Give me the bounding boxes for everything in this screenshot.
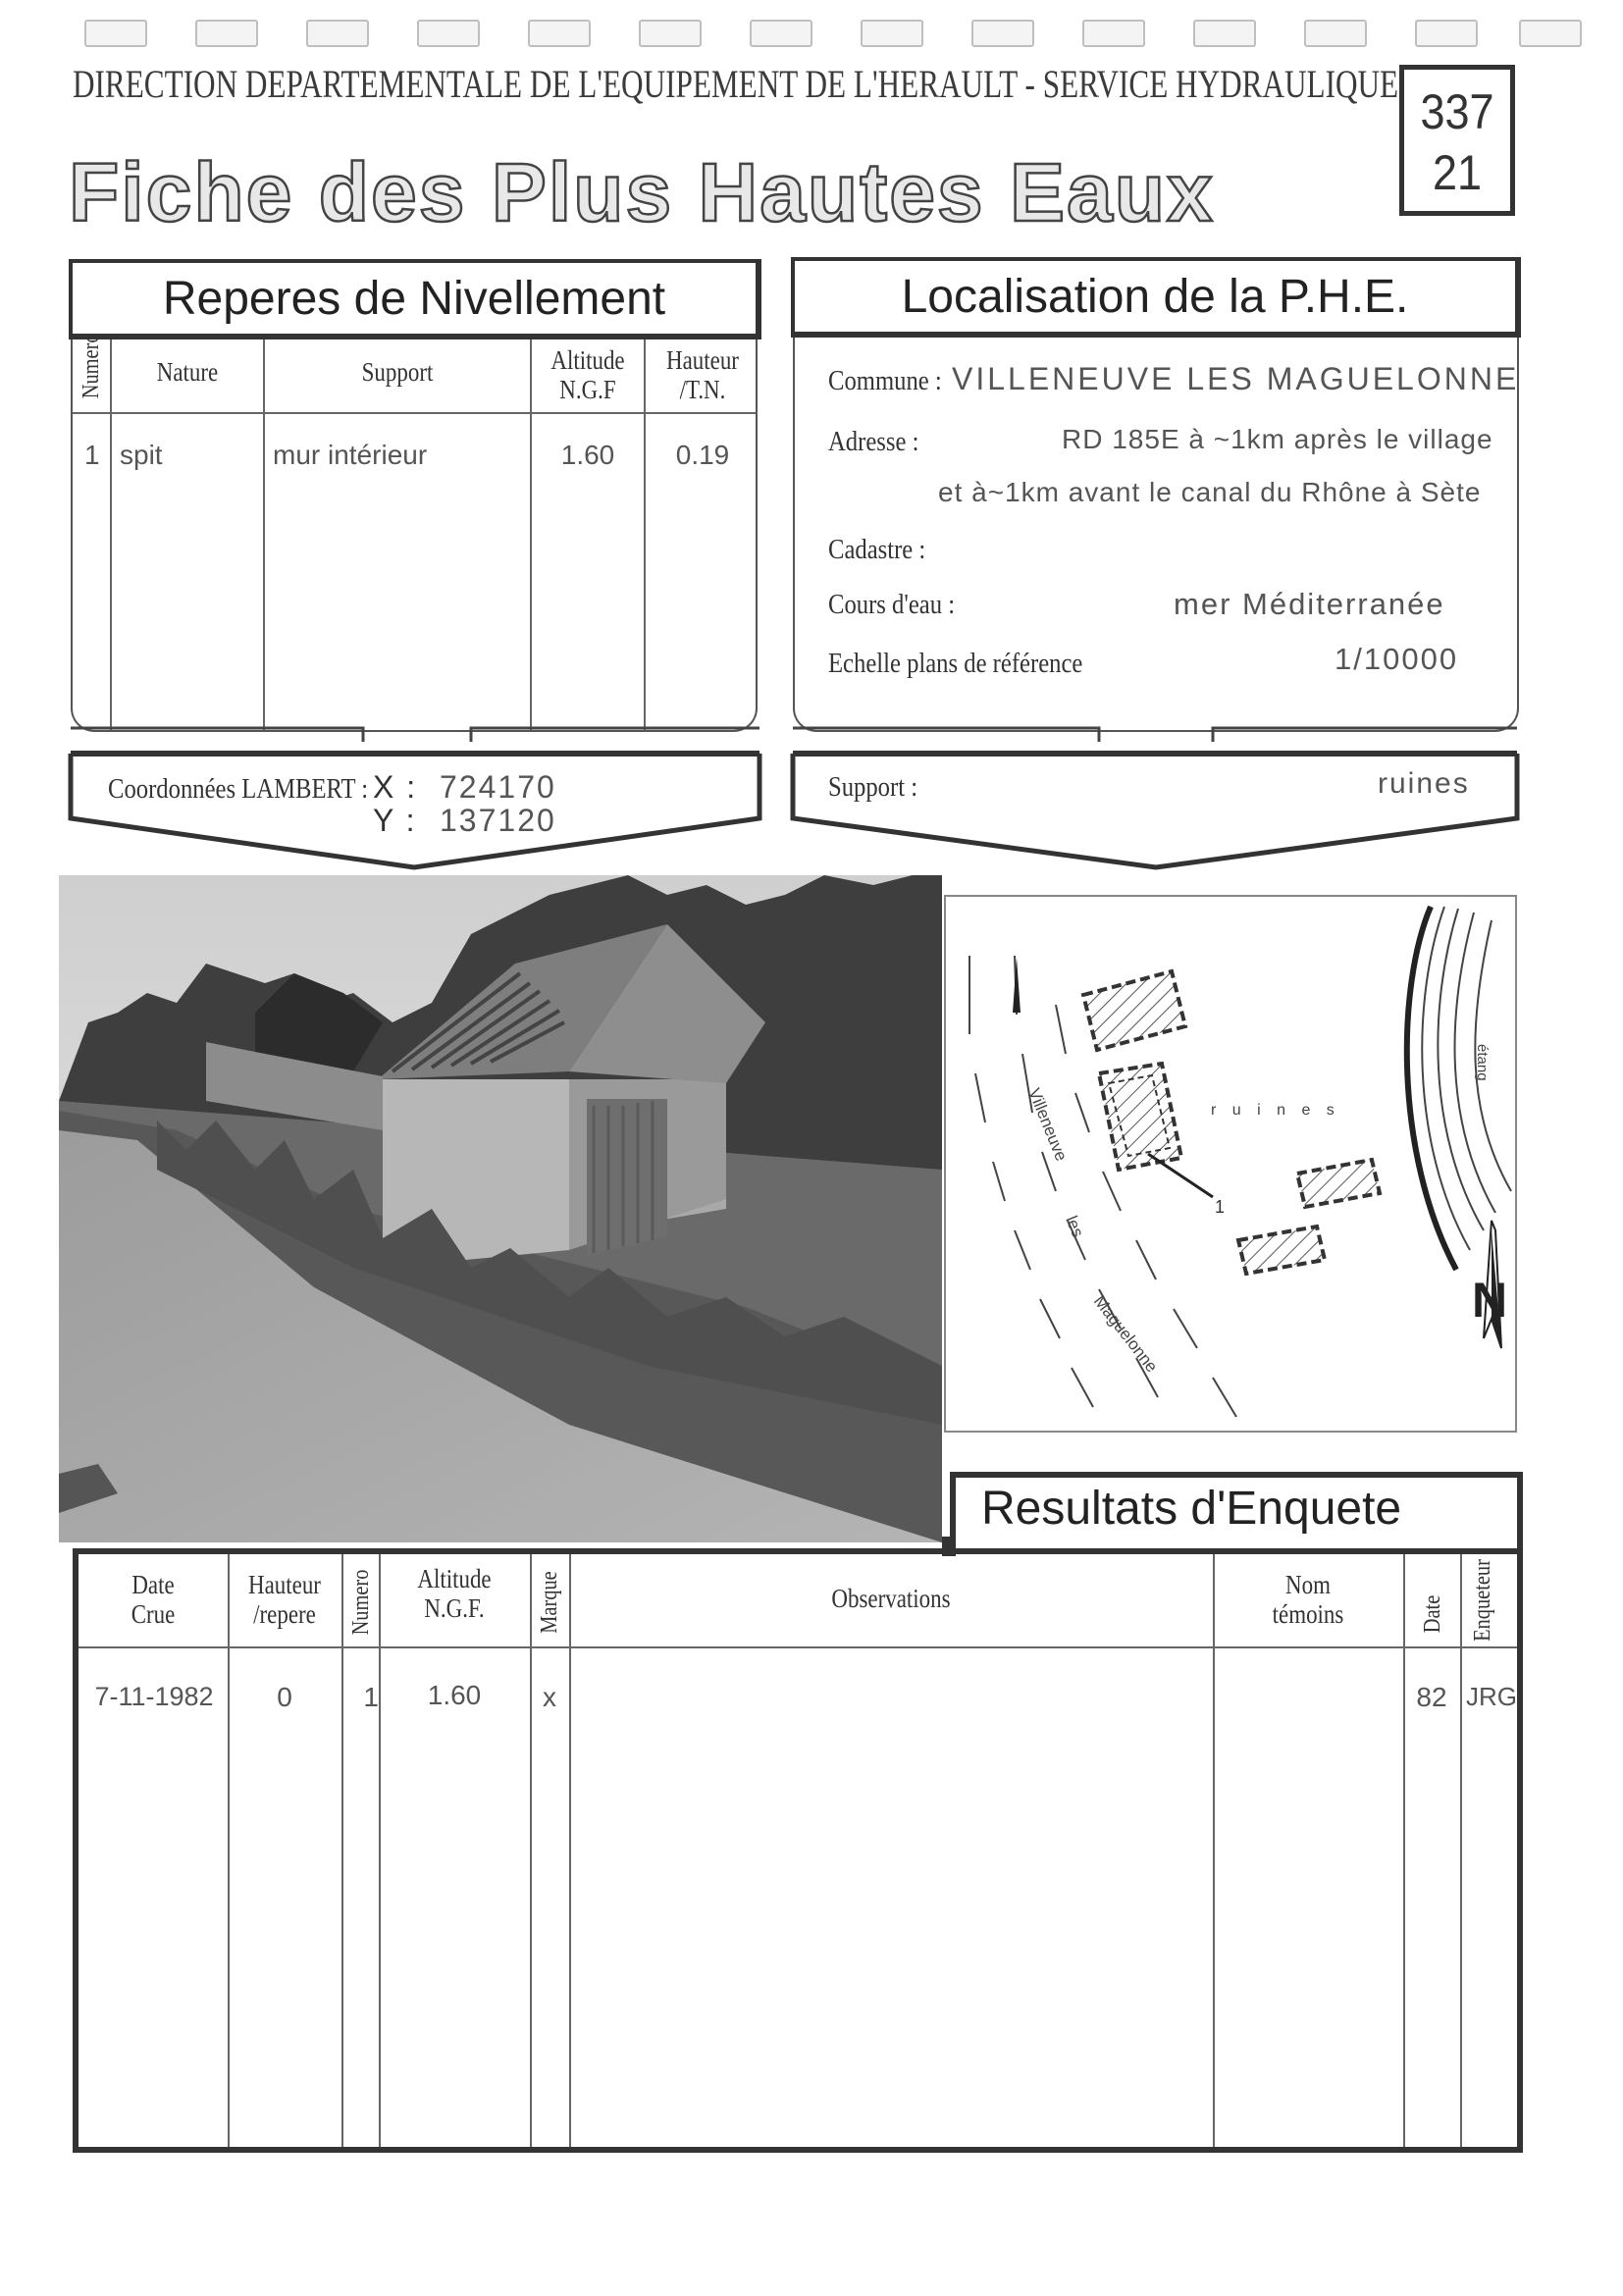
- column-divider: [1403, 1554, 1405, 2147]
- photo-ruined-hut: [59, 875, 942, 1542]
- col-header-date-enquete: Date: [1420, 1594, 1445, 1634]
- col-header-numero: Numero: [79, 333, 104, 399]
- binding-holes: [84, 20, 1586, 45]
- col-header-hauteur-l2: /repere: [253, 1599, 316, 1629]
- table-cell-altitude: 1.60: [560, 440, 615, 470]
- col-header-date-l2: Crue: [131, 1599, 176, 1629]
- north-arrow-icon: N: [1472, 1273, 1508, 1328]
- support-label: Support :: [828, 771, 918, 803]
- binding-hole: [1082, 20, 1145, 47]
- col-header-support: Support: [361, 357, 434, 387]
- table-cell-date-enquete: 82: [1416, 1682, 1447, 1712]
- lambert-x-value: 724170: [440, 769, 556, 805]
- adresse-line-1: RD 185E à ~1km après le village: [1062, 424, 1493, 454]
- column-divider: [644, 339, 646, 730]
- lambert-x-label: X :: [373, 769, 418, 805]
- table-cell-nature: spit: [120, 440, 163, 470]
- col-header-hauteur-l1: Hauteur: [248, 1570, 321, 1599]
- column-divider: [1460, 1554, 1462, 2147]
- department-heading: DIRECTION DEPARTEMENTALE DE L'EQUIPEMENT DE L'HERAULT - SERVICE HYDRAULIQUE: [73, 62, 1399, 106]
- site-photo: [59, 875, 942, 1542]
- resultats-table: [73, 1548, 1523, 2153]
- col-header-nom-temoins: [1228, 1570, 1389, 1629]
- binding-hole: [84, 20, 147, 47]
- col-header-altitude-l2: N.G.F: [559, 375, 616, 404]
- col-header-date-l1: Date: [131, 1570, 175, 1599]
- commune-label: Commune :: [828, 365, 942, 396]
- table-cell-numero: 1: [363, 1682, 379, 1712]
- header-divider: [79, 1646, 1517, 1648]
- binding-hole: [195, 20, 258, 47]
- sheet-number-top: 337: [1420, 84, 1494, 139]
- column-divider: [530, 1554, 532, 2147]
- col-header-altitude: [391, 1564, 519, 1623]
- resultats-section-title: Resultats d'Enquete: [981, 1483, 1402, 1535]
- location-map: [944, 895, 1517, 1433]
- col-header-marque: Marque: [537, 1571, 562, 1634]
- echelle-value: 1/10000: [1335, 642, 1459, 676]
- table-cell-hauteur: 0.19: [675, 440, 730, 470]
- sheet-number-bottom: 21: [1432, 145, 1483, 200]
- lambert-label: Coordonnées LAMBERT :: [108, 773, 369, 805]
- col-header-observations: Observations: [831, 1584, 951, 1613]
- table-cell-hauteur: 0: [277, 1682, 292, 1712]
- binding-hole: [1304, 20, 1367, 47]
- column-divider: [379, 1554, 381, 2147]
- binding-hole: [1415, 20, 1478, 47]
- lambert-y-label: Y :: [373, 803, 417, 838]
- column-divider: [263, 339, 265, 730]
- col-header-altitude: [541, 345, 636, 404]
- column-divider: [1213, 1554, 1215, 2147]
- col-header-hauteur-l1: Hauteur: [666, 345, 739, 375]
- col-header-nom-l2: témoins: [1272, 1599, 1344, 1629]
- table-cell-numero: 1: [84, 440, 100, 470]
- table-cell-marque: x: [543, 1682, 556, 1712]
- table-cell-date: 7-11-1982: [94, 1682, 214, 1711]
- reperes-table: [71, 333, 758, 732]
- column-divider: [110, 339, 112, 730]
- reperes-section-title: Reperes de Nivellement: [69, 259, 761, 339]
- lambert-y-value: 137120: [440, 803, 556, 838]
- header-divider: [73, 412, 756, 414]
- col-header-hauteur: [654, 345, 752, 404]
- binding-hole: [750, 20, 812, 47]
- map-marker-label: 1: [1215, 1197, 1226, 1217]
- page-title: Fiche des Plus Hautes Eaux: [69, 146, 1215, 238]
- adresse-label: Adresse :: [828, 426, 919, 457]
- binding-hole: [528, 20, 591, 47]
- column-divider: [530, 339, 532, 730]
- cours-label: Cours d'eau :: [828, 589, 956, 620]
- binding-hole: [639, 20, 702, 47]
- col-header-hauteur-l2: /T.N.: [679, 375, 726, 404]
- col-header-hauteur-repere: [236, 1570, 334, 1629]
- support-value: ruines: [1378, 767, 1470, 800]
- map-road-label-1: Villeneuve: [1024, 1085, 1072, 1164]
- col-header-altitude-l1: Altitude: [417, 1564, 492, 1593]
- adresse-line-2: et à~1km avant le canal du Rhône à Sète: [938, 477, 1482, 507]
- col-header-nom-l1: Nom: [1285, 1570, 1331, 1599]
- sheet-number-box: [1399, 65, 1515, 216]
- commune-value: VILLENEUVE LES MAGUELONNE: [952, 361, 1520, 396]
- table-cell-altitude: 1.60: [427, 1680, 482, 1710]
- localisation-section-title: Localisation de la P.H.E.: [791, 257, 1521, 338]
- map-road-label-3: Maguelonne: [1089, 1291, 1162, 1377]
- column-divider: [569, 1554, 571, 2147]
- column-divider: [341, 1554, 343, 2147]
- binding-hole: [861, 20, 923, 47]
- binding-hole: [1193, 20, 1256, 47]
- table-cell-support: mur intérieur: [273, 440, 428, 470]
- echelle-label: Echelle plans de référence: [828, 648, 1083, 679]
- cadastre-label: Cadastre :: [828, 534, 926, 565]
- map-road-label-2: les: [1062, 1213, 1088, 1240]
- cours-value: mer Méditerranée: [1174, 587, 1445, 621]
- col-header-altitude-l2: N.G.F.: [424, 1593, 485, 1623]
- column-divider: [228, 1554, 230, 2147]
- map-etang-label: étang: [1474, 1044, 1491, 1081]
- binding-hole: [306, 20, 369, 47]
- col-header-numero: Numero: [348, 1569, 374, 1636]
- binding-hole: [417, 20, 480, 47]
- col-header-date-crue: [89, 1570, 216, 1629]
- binding-hole: [1519, 20, 1582, 47]
- map-ruins-label: r u i n e s: [1211, 1102, 1340, 1119]
- table-cell-enqueteur: JRG: [1466, 1682, 1517, 1711]
- binding-hole: [971, 20, 1034, 47]
- col-header-nature: Nature: [156, 357, 219, 387]
- map-drawing: [946, 897, 1519, 1435]
- col-header-altitude-l1: Altitude: [550, 345, 625, 375]
- col-header-enqueteur: Enqueteur: [1470, 1559, 1495, 1642]
